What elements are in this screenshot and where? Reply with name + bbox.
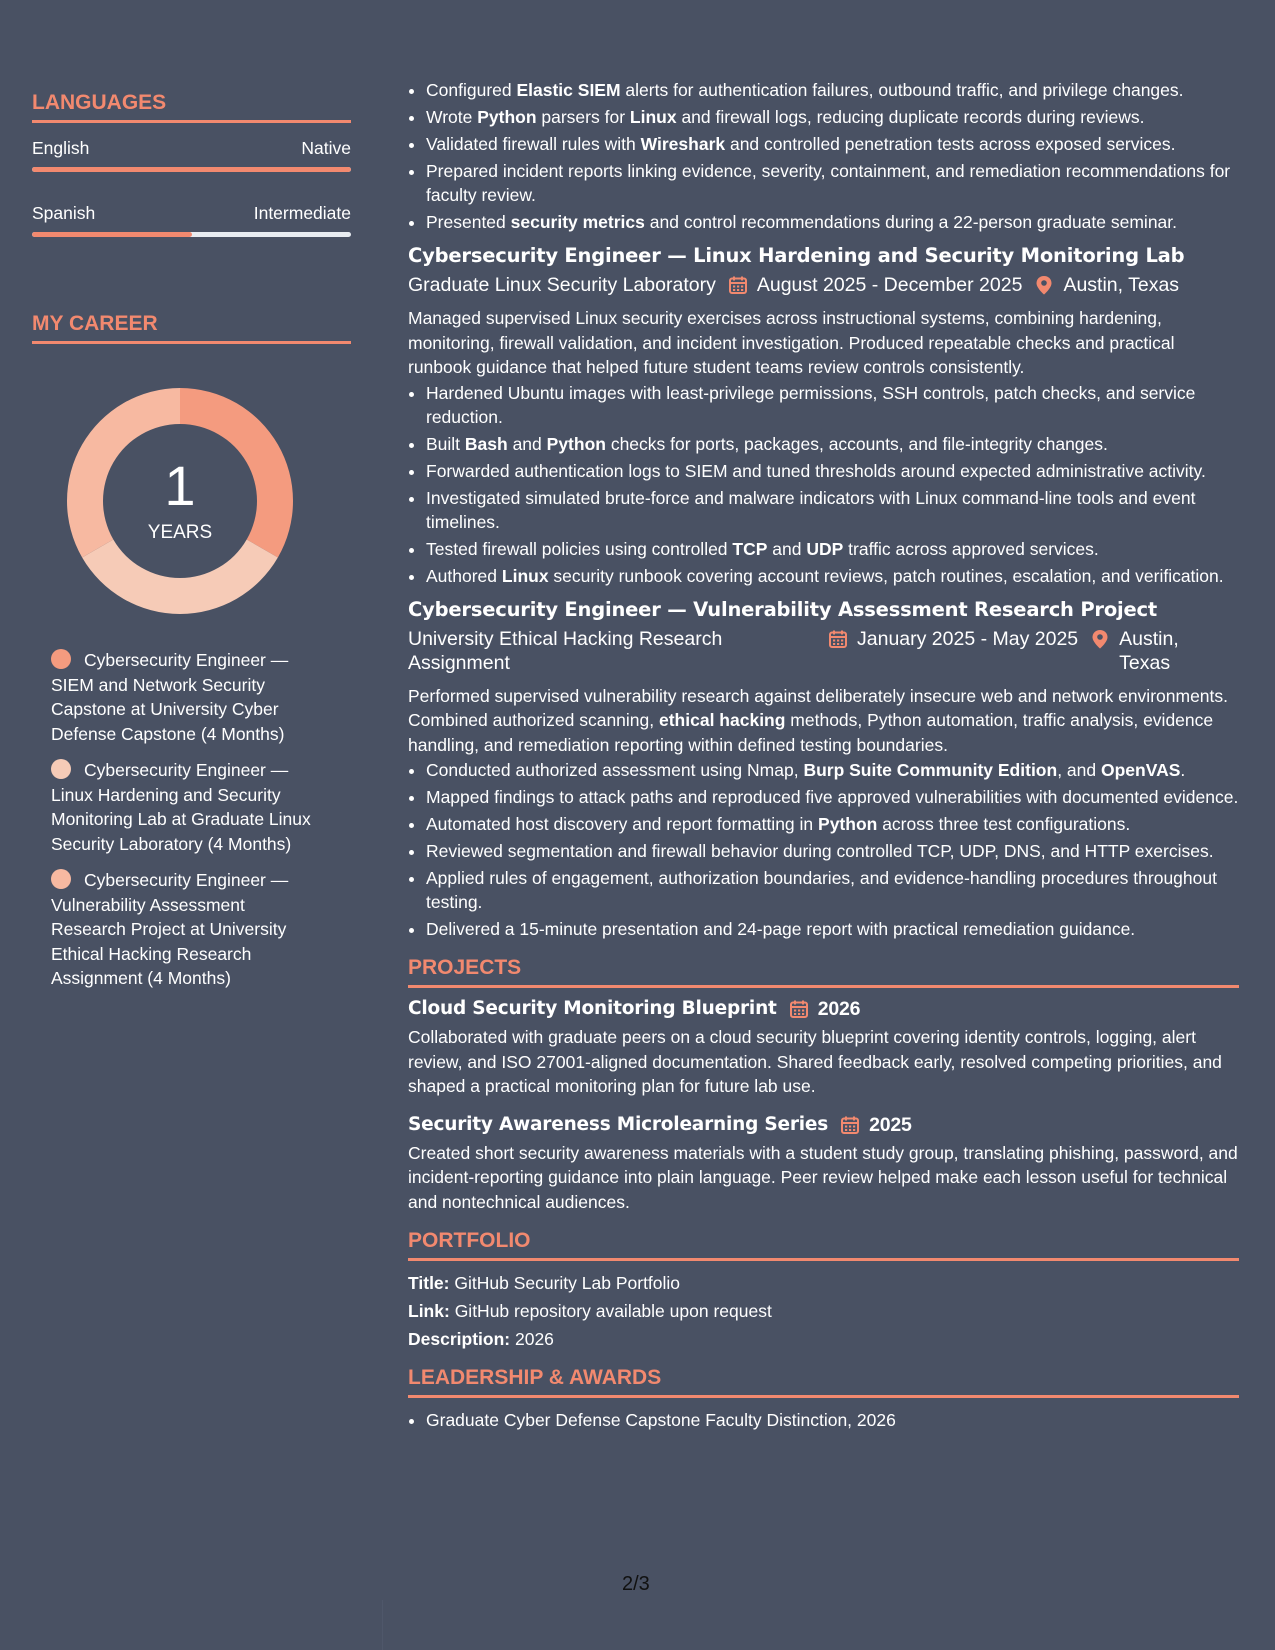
job-bullets — [408, 381, 1239, 588]
bold-text: TCP — [732, 538, 768, 559]
career-item-text: Cybersecurity Engineer — Vulnerability Assessment Research Project at University Ethical Hacking Research Assignment (4 Months) — [51, 870, 289, 988]
projects-title: PROJECTS — [408, 955, 1239, 988]
career-dot — [51, 759, 71, 779]
portfolio-link-label: Link: — [408, 1301, 450, 1321]
calendar-icon — [728, 275, 748, 295]
languages-section — [32, 90, 351, 237]
language-name: Spanish — [32, 203, 96, 223]
job-meta — [408, 273, 1239, 297]
portfolio-description-line — [408, 1327, 1239, 1351]
language-level: Native — [301, 138, 351, 158]
projects-list — [408, 997, 1239, 1214]
text-run: Applied rules of engagement, authorization boundaries, and evidence-handling procedures throughout testing. — [426, 868, 1217, 912]
bold-text: Wireshark — [640, 134, 726, 154]
text-run: alerts for authentication failures, outbound traffic, and privilege changes. — [620, 80, 1184, 100]
job-bullets — [408, 758, 1239, 941]
text-run: Investigated simulated brute-force and malware indicators with Linux command-line tools and event timelines. — [426, 487, 1196, 532]
experience-list — [408, 243, 1239, 941]
job-entry — [408, 597, 1239, 942]
main-column — [408, 78, 1239, 1435]
job-dates-text: January 2025 - May 2025 — [857, 627, 1079, 650]
bold-text: ethical hacking — [659, 710, 786, 730]
portfolio-section — [408, 1228, 1239, 1351]
career-section — [32, 311, 351, 991]
text-run: and controlled penetration tests across exposed services. — [725, 134, 1176, 154]
bullet-item — [426, 210, 1239, 234]
leadership-title: LEADERSHIP & AWARDS — [408, 1365, 1239, 1398]
bullet-item — [426, 537, 1239, 561]
portfolio-title-value: GitHub Security Lab Portfolio — [454, 1273, 681, 1293]
bold-text: Python — [477, 107, 537, 127]
calendar-icon — [789, 999, 809, 1019]
leadership-item: • Graduate Cyber Defense Capstone Faculty Distinction, 2026 — [426, 1408, 1239, 1432]
bold-text: UDP — [806, 538, 844, 559]
bullet-item — [426, 381, 1239, 429]
language-name: English — [32, 138, 90, 158]
language-row — [32, 202, 351, 224]
text-run: Tested firewall policies using controlled — [426, 538, 733, 559]
language-item — [32, 202, 351, 237]
languages-list — [32, 137, 351, 237]
continued-job-bullets — [408, 78, 1239, 234]
bullet-item — [426, 917, 1239, 941]
page-number: 2/3 — [622, 1573, 650, 1595]
location-pin-icon — [1034, 275, 1054, 295]
career-donut-chart — [67, 388, 293, 614]
text-run: Mapped findings to attack paths and reproduced five approved vulnerabilities with documented evidence. — [426, 787, 1239, 807]
bold-text: Linux — [501, 565, 549, 586]
bullet-item — [426, 159, 1239, 207]
calendar-icon — [840, 1115, 860, 1135]
bullet-item — [426, 785, 1239, 809]
project-title — [408, 997, 1239, 1021]
project-title — [408, 1113, 1239, 1137]
text-run: Built — [426, 433, 465, 454]
language-row — [32, 137, 351, 159]
bold-text: security metrics — [510, 212, 645, 232]
bold-text: Linux — [629, 107, 677, 127]
language-level: Intermediate — [253, 203, 351, 223]
bold-text: Burp Suite Community Edition — [803, 760, 1058, 780]
career-years-value: 1 — [164, 454, 196, 517]
career-item-text: Cybersecurity Engineer — SIEM and Network Security Capstone at University Cyber Defense Capstone (4 Months) — [51, 650, 289, 744]
project-name: Security Awareness Microlearning Series — [408, 1113, 829, 1135]
career-title: MY CAREER — [32, 311, 351, 344]
career-years-unit: YEARS — [147, 522, 213, 543]
portfolio-link-line — [408, 1299, 1239, 1323]
text-run: and control recommendations during a 22-person graduate seminar. — [644, 212, 1178, 232]
text-run: and — [767, 538, 807, 559]
bullet-item — [426, 839, 1239, 863]
job-location-text: Austin, Texas — [1119, 627, 1179, 674]
text-run: parsers for — [536, 107, 630, 127]
bullet-item — [426, 78, 1239, 102]
bullet-item — [426, 432, 1239, 456]
portfolio-description-label: Description: — [408, 1329, 511, 1349]
location-pin-icon — [1090, 629, 1110, 649]
bold-text: Python — [818, 814, 878, 834]
job-entry — [408, 243, 1239, 588]
job-location — [1034, 273, 1179, 297]
project-description: Created short security awareness materials with a student study group, translating phishing, password, and incident-reporting guidance into plain language. Peer review helped make each lesson useful for technical and nontechnical audiences. — [408, 1142, 1238, 1212]
text-run: Reviewed segmentation and firewall behavior during controlled TCP, UDP, DNS, and HTTP exercises. — [426, 841, 1214, 861]
job-location — [1090, 627, 1190, 675]
job-company: University Ethical Hacking Research Assignment — [408, 627, 723, 674]
calendar-icon — [828, 629, 848, 649]
text-run: Hardened Ubuntu images with least-privilege permissions, SSH controls, patch checks, and service reduction. — [426, 382, 1196, 427]
career-list — [51, 648, 313, 991]
leadership-section — [408, 1365, 1239, 1432]
career-dot — [51, 649, 71, 669]
text-run: Forwarded authentication logs to SIEM and tuned thresholds around expected administrative activity. — [426, 460, 1206, 481]
projects-section — [408, 955, 1239, 1214]
job-description — [408, 684, 1239, 758]
job-dates-text: August 2025 - December 2025 — [756, 274, 1023, 296]
language-proficiency-bar — [32, 232, 351, 237]
language-proficiency-fill — [32, 167, 351, 172]
text-run: security runbook covering account reviews, patch routines, escalation, and verification. — [548, 565, 1224, 586]
job-company: Graduate Linux Security Laboratory — [408, 274, 716, 296]
bullet-item — [426, 564, 1239, 588]
career-item — [51, 648, 313, 746]
text-run: Prepared incident reports linking evidence, severity, containment, and remediation recommendations for faculty review. — [426, 161, 1231, 205]
job-dates — [728, 273, 1023, 297]
text-run: Performed supervised vulnerability research against deliberately insecure web and network environments. Combined authorized scanning, — [408, 685, 1229, 730]
text-run: and — [507, 433, 547, 454]
project-entry — [408, 1113, 1239, 1215]
career-item — [51, 868, 313, 991]
bullet-item — [426, 132, 1239, 156]
language-proficiency-bar — [32, 167, 351, 172]
text-run: Authored — [426, 565, 502, 586]
text-run: , and — [1057, 760, 1101, 780]
text-run: traffic across approved services. — [843, 538, 1099, 559]
language-item — [32, 137, 351, 172]
bullet-item — [426, 105, 1239, 129]
text-run: Conducted authorized assessment using Nmap, — [426, 760, 804, 780]
career-dot — [51, 869, 71, 889]
bold-text: Elastic SIEM — [516, 80, 621, 100]
project-description: Collaborated with graduate peers on a cloud security blueprint covering identity controls, logging, alert review, and ISO 27001-aligned documentation. Shared feedback early, resolved competing priorities, and shaped a practical monitoring plan for future lab use. — [408, 1027, 1222, 1096]
bullet-item — [426, 812, 1239, 836]
job-location-text: Austin, Texas — [1063, 274, 1180, 296]
portfolio-title: PORTFOLIO — [408, 1228, 1239, 1261]
bullet-item — [426, 486, 1239, 534]
project-name: Cloud Security Monitoring Blueprint — [408, 998, 777, 1019]
text-run: Configured — [426, 80, 517, 100]
career-item — [51, 758, 313, 856]
text-run: checks for ports, packages, accounts, and file-integrity changes. — [605, 433, 1108, 454]
project-year — [840, 1113, 912, 1137]
bullet-item — [426, 459, 1239, 483]
text-run: and firewall logs, reducing duplicate records during reviews. — [676, 107, 1145, 127]
text-run: Presented — [426, 212, 511, 232]
project-entry — [408, 997, 1239, 1099]
text-run: Delivered a 15-minute presentation and 24-page report with practical remediation guidance. — [426, 919, 1136, 939]
bold-text: Python — [546, 433, 606, 454]
languages-title: LANGUAGES — [32, 90, 351, 123]
portfolio-description-value: 2026 — [514, 1329, 554, 1349]
donut-center — [67, 388, 293, 614]
project-year — [789, 997, 861, 1021]
job-title: Cybersecurity Engineer — Vulnerability Assessment Research Project — [408, 597, 1158, 621]
sidebar — [32, 90, 351, 1650]
job-description: Managed supervised Linux security exercises across instructional systems, combining hardening, monitoring, firewall validation, and incident investigation. Produced repeatable checks and practical runbook guidance that helped future student teams review controls consistently. — [408, 308, 1175, 377]
project-year-text: 2026 — [817, 998, 861, 1020]
career-item-text: Cybersecurity Engineer — Linux Hardening and Security Monitoring Lab at Graduate Linux Security Laboratory (4 Months) — [51, 760, 311, 854]
job-title: Cybersecurity Engineer — Linux Hardening and Security Monitoring Lab — [408, 244, 1185, 267]
bold-text: Bash — [464, 433, 508, 454]
language-proficiency-fill — [32, 232, 192, 237]
bullet-item — [426, 866, 1239, 914]
text-run: . — [1180, 760, 1186, 780]
portfolio-title-line — [408, 1271, 1239, 1295]
job-dates — [828, 627, 1078, 651]
job-meta — [408, 627, 1239, 675]
portfolio-link-value: GitHub repository available upon request — [454, 1301, 772, 1321]
bold-text: OpenVAS — [1100, 760, 1181, 780]
text-run: methods, Python automation, traffic analysis, evidence handling, and remediation reporting within defined testing boundaries. — [408, 710, 1214, 755]
text-run: Validated firewall rules with — [426, 134, 641, 154]
project-year-text: 2025 — [869, 1113, 912, 1136]
leadership-list — [408, 1408, 1239, 1432]
text-run: Automated host discovery and report formatting in — [426, 814, 819, 834]
text-run: Wrote — [426, 107, 478, 127]
column-divider — [382, 1600, 383, 1650]
portfolio-title-label: Title: — [408, 1273, 450, 1293]
bullet-item — [426, 758, 1239, 782]
text-run: across three test configurations. — [877, 814, 1131, 834]
